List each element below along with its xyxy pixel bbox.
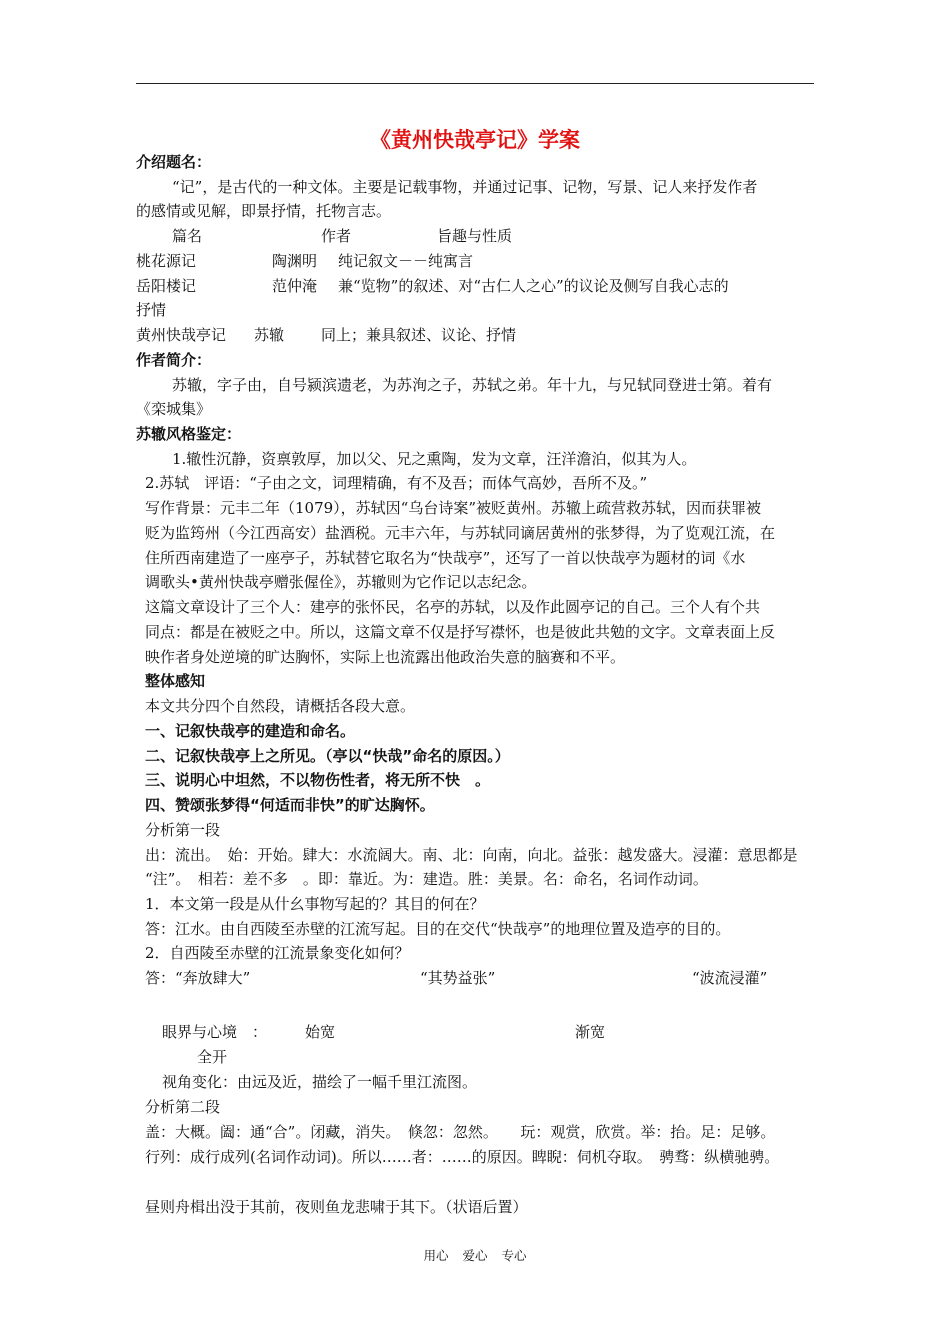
table-cell-name: 黄州快哉亭记 — [136, 326, 227, 344]
question: 2．自西陵至赤壁的江流景象变化如何？ — [145, 944, 410, 962]
overall-heading: 整体感知 — [145, 672, 206, 690]
table-cell-name: 岳阳楼记 — [136, 277, 197, 295]
view-stage: 始宽 — [305, 1023, 336, 1041]
intro-line: “记”，是古代的一种文体。主要是记载事物，并通过记事、记物，写景、记人来抒发作者 — [172, 178, 758, 196]
table-cell-nature: 兼“览物”的叙述、对“古仁人之心”的议论及侧写自我心志的 — [338, 277, 729, 295]
example-sentence: 昼则舟楫出没于其前，夜则鱼龙悲啸于其下。（状语后置） — [145, 1198, 528, 1216]
section-heading: 分析第一段 — [145, 821, 221, 839]
summary-item: 四、赞颂张梦得“何适而非快”的旷达胸怀。 — [145, 796, 435, 814]
vocab-line: 行列：成行成列(名词作动词)。所以……者：……的原因。睥睨：伺机夺取。 骋骛：纵横驰骋。 — [145, 1148, 780, 1166]
intro-line: 的感情或见解，即景抒情，托物言志。 — [136, 202, 392, 220]
three-people-line: 同点：都是在被贬之中。所以，这篇文章不仅是抒写襟怀，也是彼此共勉的文字。文章表面上反 — [145, 623, 776, 641]
style-item-2: 2.苏轼 评语：“子由之文，词理精确，有不及吾；而体气高妙，吾所不及。” — [145, 474, 648, 492]
table-cell-nature: 同上；兼具叙述、议论、抒情 — [321, 326, 517, 344]
table-cell-author: 范仲淹 — [272, 277, 318, 295]
answer-label: 答：“奔放肆大” — [145, 969, 251, 987]
summary-item: 一、记叙快哉亭的建造和命名。 — [145, 722, 356, 740]
table-cell-author: 陶渊明 — [272, 252, 318, 270]
vocab-line: “注”。 相若：差不多 。即：靠近。为：建造。胜：美景。名：命名，名词作动词。 — [145, 870, 708, 888]
view-stage: 全开 — [197, 1048, 228, 1066]
background-line: 调歌头•黄州快哉亭赠张偓佺》，苏辙则为它作记以志纪念。 — [145, 573, 537, 591]
question: 1．本文第一段是从什幺事物写起的？其目的何在？ — [145, 895, 485, 913]
background-line: 住所西南建造了一座亭子，苏轼替它取名为“快哉亭”，还写了一首以快哉亭为题材的词《水 — [145, 549, 746, 567]
answer-mid: “其势益张” — [420, 969, 496, 987]
vocab-line: 出：流出。 始：开始。肆大：水流阔大。南、北：向南，向北。益张：越发盛大。浸灌：意思都是 — [145, 846, 798, 864]
intro-heading: 介绍题名： — [136, 153, 212, 171]
section-heading: 分析第二段 — [145, 1098, 221, 1116]
answer-right: “波流浸灌” — [692, 969, 768, 987]
view-stage: 渐宽 — [575, 1023, 606, 1041]
table-header-nature: 旨趣与性质 — [437, 227, 513, 245]
page-footer: 用心 爱心 专心 — [423, 1248, 527, 1263]
three-people-line: 这篇文章设计了三个人：建亭的张怀民，名亭的苏轼，以及作此圆亭记的自己。三个人有个共 — [145, 598, 761, 616]
header-rule — [136, 83, 814, 84]
author-line: 《栾城集》 — [136, 400, 212, 418]
background-line: 写作背景：元丰二年（1079），苏轼因“乌台诗案”被贬黄州。苏辙上疏营救苏轼，因而获罪被 — [145, 499, 762, 517]
style-heading: 苏辙风格鉴定： — [136, 425, 242, 443]
author-line: 苏辙，字子由，自号颍滨遗老，为苏洵之子，苏轼之弟。年十九，与兄轼同登进士第。着有 — [172, 376, 773, 394]
table-cell-name: 桃花源记 — [136, 252, 197, 270]
overall-intro: 本文共分四个自然段，请概括各段大意。 — [145, 697, 416, 715]
style-item-1: 1.辙性沉静，资禀敦厚，加以父、兄之熏陶，发为文章，汪洋澹泊，似其为人。 — [172, 450, 697, 468]
table-header-author: 作者 — [321, 227, 352, 245]
answer: 答：江水。由自西陵至赤壁的江流写起。目的在交代“快哉亭”的地理位置及造亭的目的。 — [145, 920, 731, 938]
three-people-line: 映作者身处逆境的旷达胸怀，实际上也流露出他政治失意的脑赛和不平。 — [145, 648, 626, 666]
background-line: 贬为监筠州（今江西高安）盐酒税。元丰六年，与苏轼同谪居黄州的张梦得，为了览观江流，在 — [145, 524, 776, 542]
angle-text: 视角变化：由远及近，描绘了一幅千里江流图。 — [162, 1073, 478, 1091]
table-cell-author: 苏辙 — [254, 326, 285, 344]
author-heading: 作者简介： — [136, 351, 212, 369]
table-cell-nature-cont: 抒情 — [136, 301, 167, 319]
vocab-line: 盖：大概。阖：通“合”。闭藏，消失。 倏忽：忽然。 玩：观赏，欣赏。举：抬。足：足够。 — [145, 1123, 776, 1141]
table-cell-nature: 纯记叙文－－纯寓言 — [338, 252, 474, 270]
summary-item: 二、记叙快哉亭上之所见。（亭以“快哉”命名的原因。） — [145, 747, 510, 765]
view-label: 眼界与心境 ： — [162, 1023, 268, 1041]
page-title: 《黄州快哉亭记》学案 — [370, 128, 580, 152]
table-header-name: 篇名 — [172, 227, 203, 245]
summary-item: 三、说明心中坦然，不以物伤性者，将无所不快 。 — [145, 771, 491, 789]
